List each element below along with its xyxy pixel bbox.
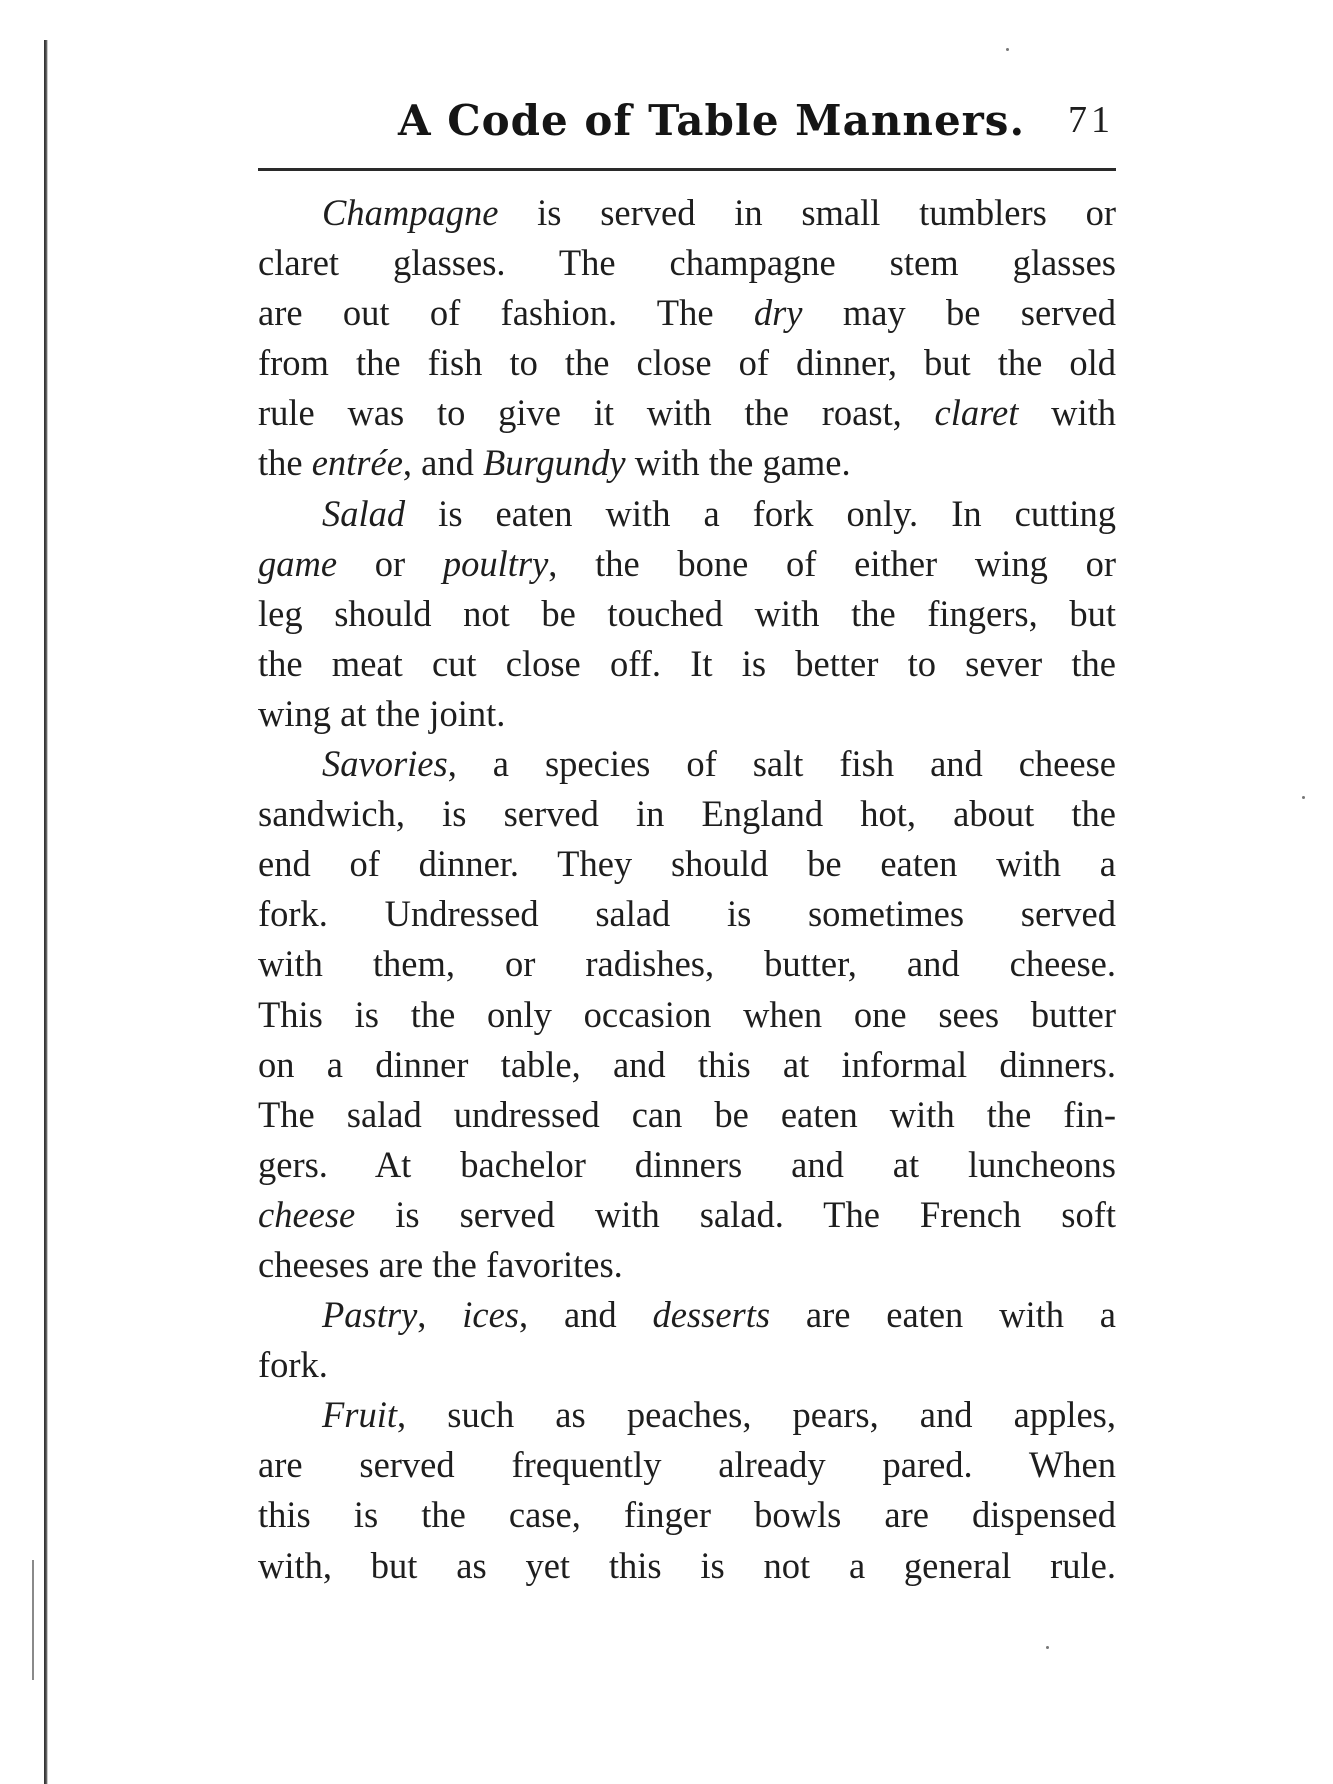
header-rule [258,168,1116,171]
text-line: rule was to give it with the roast, claret with [258,392,1116,434]
text-line: with, but as yet this is not a general rule. [258,1544,1116,1586]
text-line: wing at the joint. [258,692,506,734]
text-line: fork. [258,1344,328,1386]
text-line: Pastry, ices, and desserts are eaten with a [322,1294,1117,1336]
text-line: on a dinner table, and this at informal dinners. [258,1043,1116,1085]
text-line: the meat cut close off. It is better to sever the [258,642,1116,684]
text-line: are out of fashion. The dry may be served [258,292,1116,334]
text-line: claret glasses. The champagne stem glasses [258,242,1116,284]
text-line: Fruit, such as peaches, pears, and apples, [322,1394,1116,1436]
text-line: with them, or radishes, butter, and cheese. [258,943,1116,985]
paper-speck [1006,48,1009,51]
body-text [258,188,1116,1591]
text-line: from the fish to the close of dinner, but the old [258,342,1116,384]
text-line: Salad is eaten with a fork only. In cutting [322,492,1116,534]
text-line: gers. At bachelor dinners and at luncheons [258,1143,1116,1185]
paper-speck [1046,1646,1049,1649]
text-line: Savories, a species of salt fish and cheese [322,743,1116,785]
page-number: 71 [1068,99,1114,141]
text-line: cheese is served with salad. The French soft [258,1193,1116,1235]
text-line: cheeses are the favorites. [258,1243,623,1285]
text-line: The salad undressed can be eaten with the fin- [258,1093,1116,1135]
text-line: game or poultry, the bone of either wing or [258,542,1116,584]
text-line: end of dinner. They should be eaten with a [258,843,1116,885]
text-line: are served frequently already pared. When [258,1444,1116,1486]
text-line: this is the case, finger bowls are dispensed [258,1494,1116,1536]
page-binding-edge [44,40,48,1784]
running-head [258,96,1116,156]
text-line: the entrée, and Burgundy with the game. [258,442,851,484]
text-line: fork. Undressed salad is sometimes served [258,893,1116,935]
text-line: leg should not be touched with the fingers, but [258,592,1116,634]
text-line: Champagne is served in small tumblers or [322,192,1116,233]
text-line: This is the only occasion when one sees butter [258,993,1116,1035]
running-title: A Code of Table Manners. [398,96,1026,145]
page-binding-shadow [32,1560,34,1680]
paper-speck [1302,796,1305,799]
text-line: sandwich, is served in England hot, about the [258,793,1116,835]
